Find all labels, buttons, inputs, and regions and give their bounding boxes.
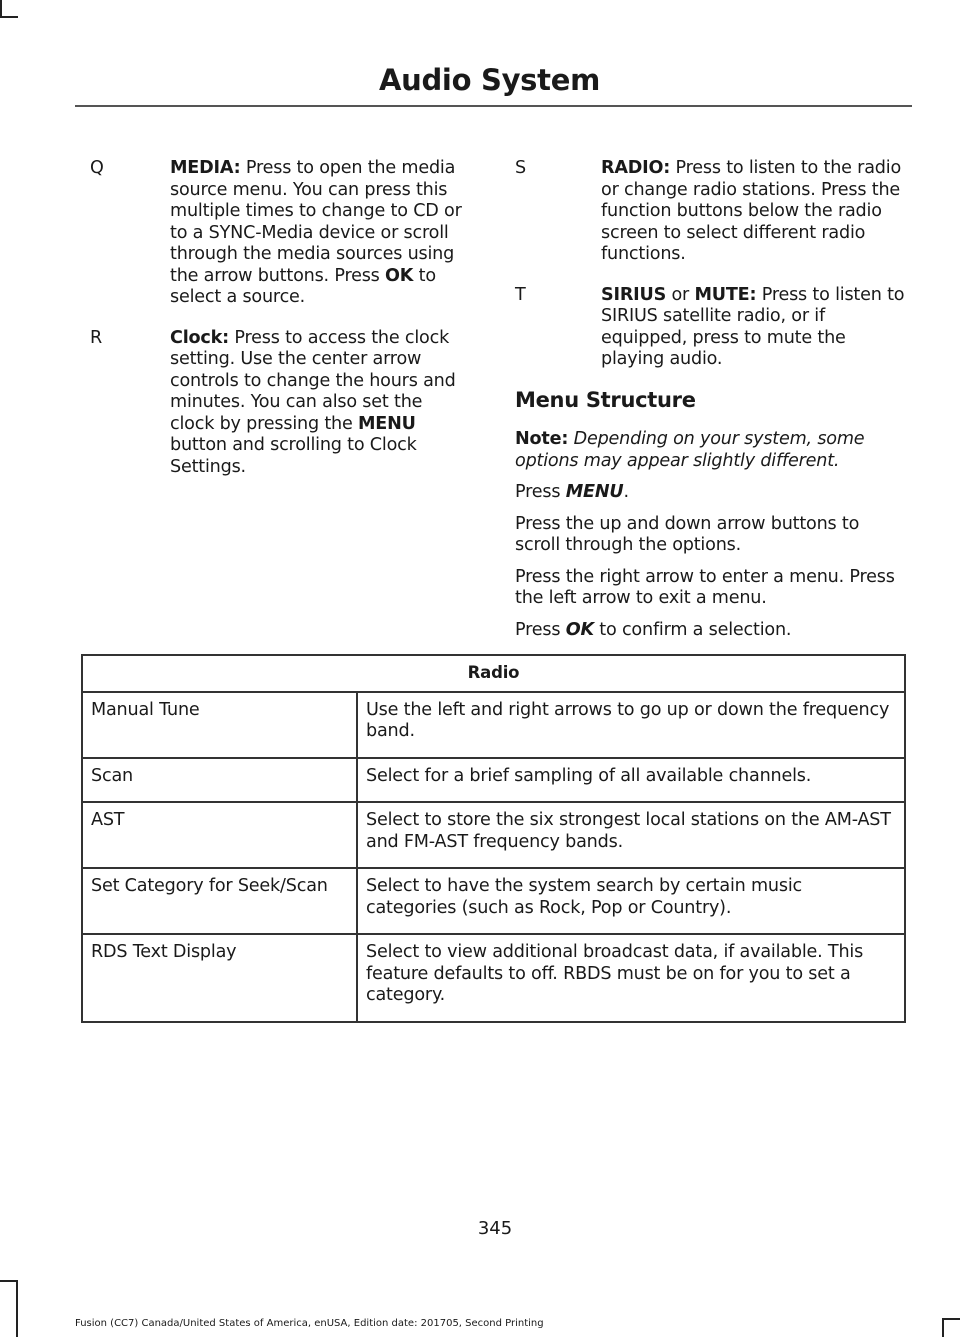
crop-mark-top-left: [0, 16, 18, 18]
table-row: [82, 934, 905, 1022]
item-letter: S: [515, 158, 526, 178]
item-text: RADIO: Press to listen to the radio or change radio stations. Press the function buttons below the radio screen to select different radio functions.: [601, 158, 902, 264]
crop-mark-bottom-left: [16, 1280, 18, 1337]
table-row: [82, 802, 905, 868]
list-item-sirius: [515, 285, 905, 371]
menu-option-description: Select for a brief sampling of all available channels.: [357, 758, 905, 803]
left-column: [90, 158, 470, 497]
right-column: [515, 158, 905, 651]
item-text: MEDIA: Press to open the media source menu. You can press this multiple times to change to CD or to a SYNC-Media device or scroll through the media sources using the arrow buttons. Press OK to select a source.: [170, 158, 462, 307]
footer-edition-info: Fusion (CC7) Canada/United States of America, enUSA, Edition date: 201705, Second Printing: [75, 1318, 544, 1329]
item-text: SIRIUS or MUTE: Press to listen to SIRIUS satellite radio, or if equipped, press to mute the playing audio.: [601, 284, 905, 369]
menu-option-name: RDS Text Display: [82, 934, 357, 1022]
menu-option-name: Manual Tune: [82, 692, 357, 758]
enter-exit-paragraph: Press the right arrow to enter a menu. Press the left arrow to exit a menu.: [515, 566, 895, 608]
menu-structure-heading: Menu Structure: [515, 387, 696, 412]
item-letter: T: [515, 284, 526, 305]
radio-menu-table: [81, 654, 906, 1023]
confirm-paragraph: Press OK to confirm a selection.: [515, 619, 792, 640]
menu-option-description: Select to view additional broadcast data, if available. This feature defaults to off. RBDS must be on for you to set a category.: [357, 934, 905, 1022]
table-row: [82, 868, 905, 934]
menu-option-name: Scan: [82, 758, 357, 803]
crop-mark-bottom-right: [942, 1318, 944, 1337]
list-item-media: [90, 158, 470, 309]
header-rule: [75, 105, 912, 107]
item-letter: Q: [90, 158, 104, 178]
list-item-clock: [90, 328, 470, 479]
crop-mark-bottom-left: [0, 1280, 18, 1282]
crop-mark-bottom-right: [942, 1318, 960, 1320]
item-text: Clock: Press to access the clock setting. Use the center arrow controls to change the hours and minutes. You can also set the clock by pressing the MENU button and scrolling to Clock Settings.: [170, 327, 456, 477]
note-paragraph: Note: Depending on your system, some options may appear slightly different.: [515, 429, 865, 471]
table-row: [82, 758, 905, 803]
page-number: 345: [477, 1218, 513, 1239]
table-title: Radio: [82, 655, 905, 692]
table-row: [82, 692, 905, 758]
menu-option-name: Set Category for Seek/Scan: [82, 868, 357, 934]
scroll-paragraph: Press the up and down arrow buttons to scroll through the options.: [515, 513, 860, 555]
menu-option-description: Use the left and right arrows to go up or down the frequency band.: [357, 692, 905, 758]
list-item-radio: [515, 158, 905, 266]
item-letter: R: [90, 327, 103, 348]
table-header-row: [82, 655, 905, 692]
menu-option-description: Select to have the system search by certain music categories (such as Rock, Pop or Country).: [357, 868, 905, 934]
press-menu-paragraph: Press MENU.: [515, 482, 629, 502]
page-title: Audio System: [378, 63, 600, 97]
menu-option-name: AST: [82, 802, 357, 868]
menu-option-description: Select to store the six strongest local stations on the AM-AST and FM-AST frequency bands.: [357, 802, 905, 868]
